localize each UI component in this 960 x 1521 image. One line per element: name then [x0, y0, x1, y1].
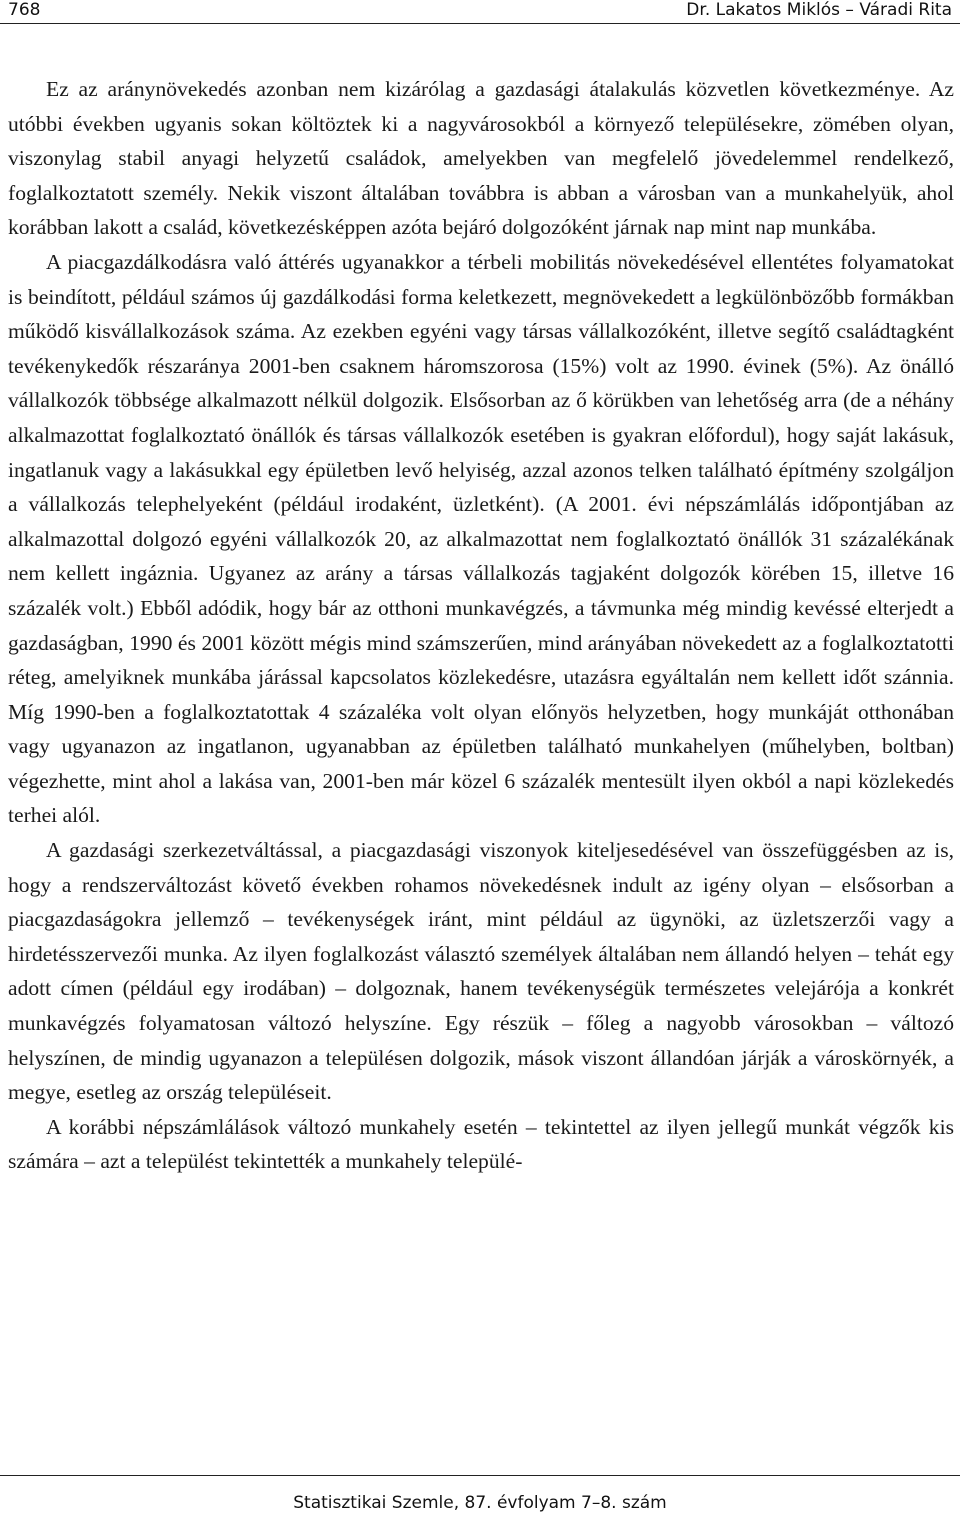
- page-number: 768: [8, 0, 41, 20]
- paragraph-1: Ez az aránynövekedés azonban nem kizárólag a gazdasági átalakulás közvetlen következménye. Az utóbbi években ugyanis sokan költöztek ki a nagyvárosokból a környező településekre, zömében olyan, viszonylag stabil anyagi helyzetű családok, amelyekben van megfelelő jövedelemmel rendelkező, foglalkoztatott személy. Nekik viszont általában továbbra is abban a városban van a munkahelyük, ahol korábban lakott a család, következésképpen azóta bejáró dolgozóként járnak nap mint nap munkába.: [8, 77, 954, 240]
- page-header: [0, 0, 960, 24]
- article-body: [8, 72, 954, 1179]
- running-head-authors: Dr. Lakatos Miklós – Váradi Rita: [686, 0, 952, 20]
- paragraph-3: A gazdasági szerkezetváltással, a piacgazdasági viszonyok kiteljesedésével van összefüggésben az is, hogy a rendszerváltozást követő években rohamos növekedésnek indult az igény olyan – elsősorban a piacgazdaságokra jellemző – tevékenységek iránt, mint például az ügynöki, az üzletszerzői vagy a hirdetésszervezői munka. Az ilyen foglalkozást választó személyek általában nem állandó helyen – tehát egy adott címen (például egy irodában) – dolgoznak, hanem tevékenységük természetes velejárója a konkrét munkavégzés folyamatosan változó helyszíne. Egy részük – főleg a nagyobb városokban – változó helyszínen, de mindig ugyanazon a településen dolgozik, mások viszont állandóan járják a városkörnyék, a megye, esetleg az ország településeit.: [8, 838, 954, 1105]
- header-rule: [0, 23, 960, 24]
- paragraph-4: A korábbi népszámlálások változó munkahely esetén – tekintettel az ilyen jellegű munkát végzők kis számára – azt a települést tekintették a munkahely települé-: [8, 1114, 954, 1174]
- page-footer-journal: Statisztikai Szemle, 87. évfolyam 7–8. szám: [293, 1493, 667, 1513]
- footer-rule: [0, 1475, 960, 1476]
- paragraph-2: A piacgazdálkodásra való áttérés ugyanakkor a térbeli mobilitás növekedésével ellentétes folyamatokat is beindított, például számos új gazdálkodási forma keletkezett, megnövekedett a legkülönbözőbb formákban működő kisvállalkozások száma. Az ezekben egyéni vagy társas vállalkozóként, illetve segítő családtagként tevékenykedők részaránya 2001-ben csaknem háromszorosa (15%) volt az 1990. évinek (5%). Az önálló vállalkozók többsége alkalmazott nélkül dolgozik. Elsősorban az ő körükben van lehetőség arra (de a néhány alkalmazottat foglalkoztató önállók és társas vállalkozók esetében is gyakran előfordul), hogy saját lakásuk, ingatlanuk vagy a lakásukkal egy épületben levő helyiség, azzal azonos telken található építmény szolgáljon a vállalkozás telephelyeként (például irodaként, üzletként). (A 2001. évi népszámlálás időpontjában az alkalmazottal dolgozó egyéni vállalkozók 20, az alkalmazottat nem foglalkoztató önállók 31 százalékának nem kellett ingáznia. Ugyanez az arány a társas vállalkozás tagjaként dolgozók körében 15, illetve 16 százalék volt.) Ebből adódik, hogy bár az otthoni munkavégzés, a távmunka még mindig kevéssé elterjedt a gazdaságban, 1990 és 2001 között mégis mind számszerűen, mind arányában növekedett az a foglalkoztatotti réteg, amelyiknek munkába járással kapcsolatos közlekedésre, utazásra egyáltalán nem kellett időt szánnia. Míg 1990-ben a foglalkoztatottak 4 százaléka volt olyan előnyös helyzetben, hogy munkáját otthonában vagy ugyanazon az ingatlanon, ugyanabban az épületben található munkahelyen (műhelyben, boltban) végezhette, mint ahol a lakása van, 2001-ben már közel 6 százalék mentesült ilyen okból a napi közlekedés terhei alól.: [8, 249, 954, 828]
